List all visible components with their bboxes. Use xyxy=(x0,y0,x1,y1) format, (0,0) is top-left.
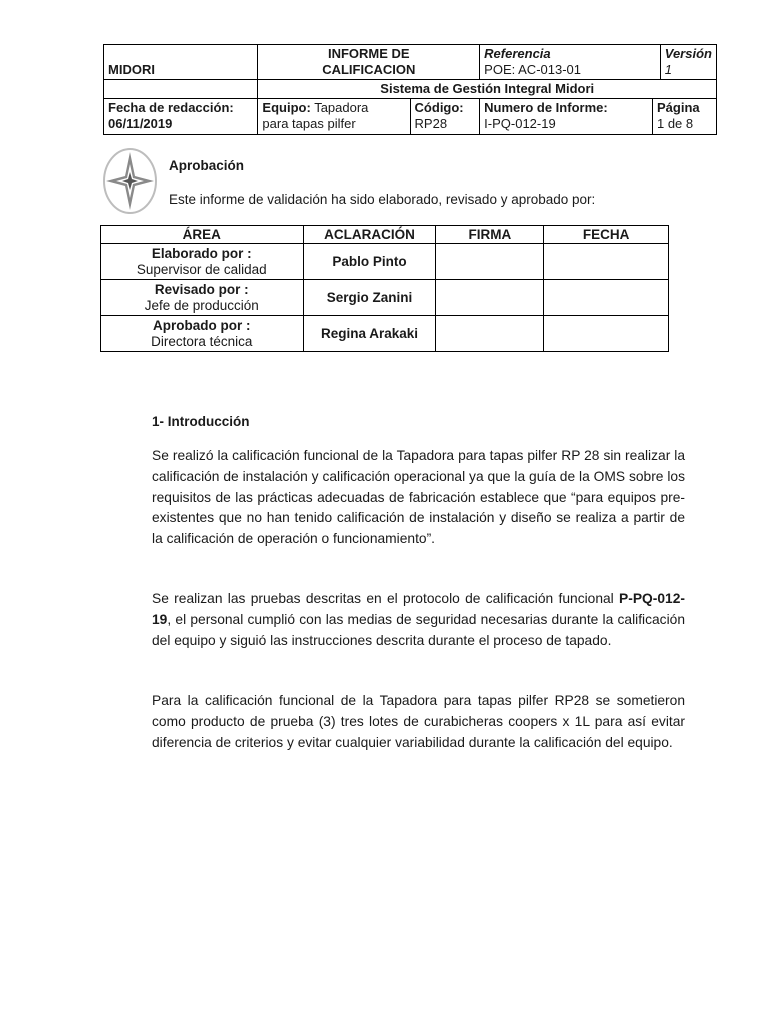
version-cell xyxy=(660,45,716,80)
col-aclaracion: ACLARACIÓN xyxy=(303,226,436,244)
table-row xyxy=(101,244,669,280)
date-cell xyxy=(544,244,669,280)
midori-logo xyxy=(102,146,158,216)
code-label: Código: xyxy=(414,100,464,115)
role-label: Revisado por : xyxy=(154,281,249,297)
date-cell xyxy=(544,280,669,316)
protocol-code: P-PQ-012-19 xyxy=(152,591,685,627)
signature-cell xyxy=(436,280,544,316)
equipment-cell xyxy=(258,99,410,135)
page-value: 1 de 8 xyxy=(656,116,694,131)
document-header-table xyxy=(103,44,717,135)
system-name: Sistema de Gestión Integral Midori xyxy=(258,80,717,99)
drafting-date-label: Fecha de redacción: xyxy=(108,100,234,115)
paragraph-text: , el personal cumplió con las medias de seguridad necesarias durante la calificación del equipo y siguió las instrucciones descrita durante el proceso de tapado. xyxy=(152,611,685,648)
drafting-date-cell xyxy=(104,99,258,135)
page-cell xyxy=(652,99,716,135)
department-label: Jefe de producción xyxy=(144,297,259,313)
drafting-date-value: 06/11/2019 xyxy=(108,116,173,131)
approval-text: Este informe de validación ha sido elaborado, revisado y aprobado por: xyxy=(169,192,596,207)
intro-paragraph-3: Para la calificación funcional de la Tapadora para tapas pilfer RP28 se sometieron como producto de prueba (3) tres lotes de curabicheras coopers x 1L para así evitar diferencia de criterios y evitar cualquier variabilidad durante la calificación del equipo. xyxy=(152,693,685,750)
version-label: Versión xyxy=(664,46,712,61)
report-number-value: I-PQ-012-19 xyxy=(484,116,556,131)
version-value: 1 xyxy=(664,62,672,77)
signature-cell xyxy=(436,244,544,280)
reference-label: Referencia xyxy=(484,46,551,61)
date-cell xyxy=(544,316,669,352)
person-name: Pablo Pinto xyxy=(303,244,436,280)
table-row xyxy=(101,316,669,352)
report-title xyxy=(258,45,480,80)
col-firma: FIRMA xyxy=(436,226,544,244)
role-label: Elaborado por : xyxy=(151,245,252,261)
col-fecha: FECHA xyxy=(544,226,669,244)
area-cell xyxy=(101,244,304,280)
report-number-cell xyxy=(480,99,653,135)
area-cell xyxy=(101,316,304,352)
paragraph-text: Se realizan las pruebas descritas en el protocolo de calificación funcional xyxy=(152,591,620,606)
signature-cell xyxy=(436,316,544,352)
reference-cell xyxy=(480,45,661,80)
equipment-label: Equipo: xyxy=(262,100,311,115)
page-label: Página xyxy=(656,100,700,115)
intro-paragraph-2 xyxy=(152,589,685,651)
table-row xyxy=(101,280,669,316)
code-value: RP28 xyxy=(414,116,448,131)
reference-value: POE: AC-013-01 xyxy=(484,62,581,77)
blank-cell xyxy=(104,80,258,99)
col-area: ÁREA xyxy=(101,226,304,244)
person-name: Sergio Zanini xyxy=(303,280,436,316)
report-title-line1: INFORME DE xyxy=(327,46,410,61)
equipment-value-1: Tapadora xyxy=(310,100,369,115)
role-label: Aprobado por : xyxy=(153,317,251,333)
report-title-line2: CALIFICACION xyxy=(322,62,416,77)
approval-table xyxy=(100,225,669,352)
report-number-label: Numero de Informe: xyxy=(484,100,608,115)
intro-paragraph-1: Se realizó la calificación funcional de la Tapadora para tapas pilfer RP 28 sin realizar la calificación de instalación y calificación operacional ya que la guía de la OMS sobre los requisitos de las prácticas adecuadas de fabricación establece que “para equipos pre-existentes que no han tenido calificación de instalación y diseño se realiza a partir de la calificación de operación o funcionamiento”. xyxy=(152,448,685,547)
area-cell xyxy=(101,280,304,316)
approval-title: Aprobación xyxy=(169,158,245,173)
section-title: 1- Introducción xyxy=(152,414,250,429)
code-cell xyxy=(410,99,480,135)
company-name: MIDORI xyxy=(104,45,258,80)
department-label: Supervisor de calidad xyxy=(136,261,267,277)
equipment-value-2: para tapas pilfer xyxy=(262,116,356,131)
person-name: Regina Arakaki xyxy=(303,316,436,352)
department-label: Directora técnica xyxy=(151,333,253,349)
